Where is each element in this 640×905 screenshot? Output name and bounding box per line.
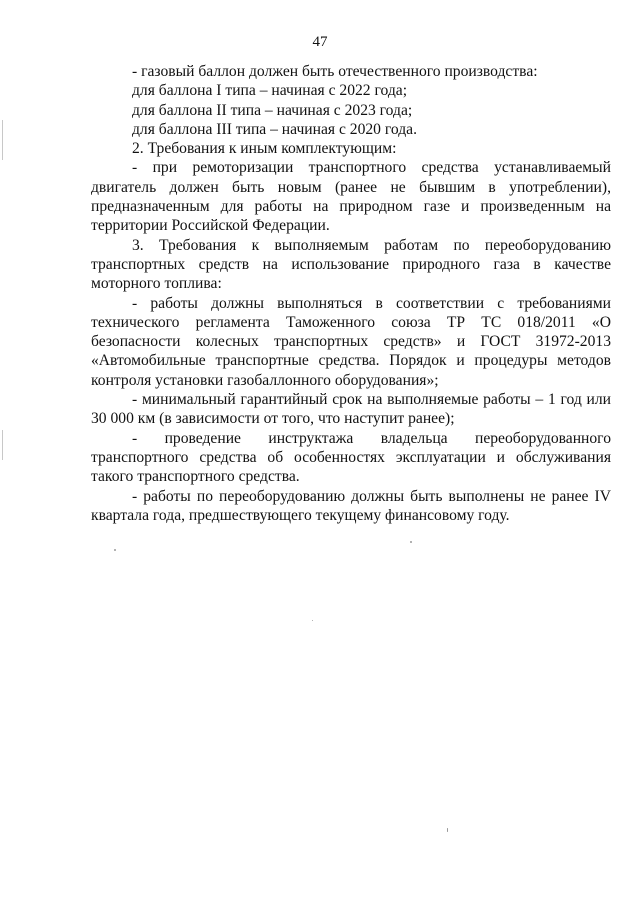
- paragraph-regulation-compliance: - работы должны выполняться в соответствии с требованиями технического регламента Таможенного союза ТР ТС 018/2011 «О безопасности колесных транспортных средств» и ГОСТ 31972-2013 «Автомобильные транспортные средства. Порядок и процедуры методов контроля установки газобаллонного оборудования»;: [91, 294, 611, 389]
- paragraph-work-timing: - работы по переоборудованию должны быть выполнены не ранее IV квартала года, предшествующего текущему финансовому году.: [91, 487, 611, 524]
- paragraph-section-3-heading: 3. Требования к выполняемым работам по переоборудованию транспортных средств на использование природного газа в качестве моторного топлива:: [91, 236, 611, 293]
- scan-edge-mark: [2, 430, 3, 460]
- scan-speck: [312, 620, 313, 621]
- scan-speck: [447, 828, 448, 832]
- paragraph-cylinder-type-1: для баллона I типа – начиная с 2022 года;: [132, 82, 408, 100]
- scan-speck: [410, 541, 412, 543]
- paragraph-gas-cylinder: - газовый баллон должен быть отечественного производства:: [132, 63, 538, 80]
- paragraph-section-2-heading: 2. Требования к иным комплектующим:: [132, 140, 397, 158]
- paragraph-instruction: - проведение инструктажа владельца переоборудованного транспортного средства об особенностях эксплуатации и обслуживания такого транспортного средства.: [91, 429, 611, 486]
- paragraph-remotorization: - при ремоторизации транспортного средства устанавливаемый двигатель должен быть новым (ранее не бывшим в употреблении), предназначенным для работы на природном газе и произведенным на территории Российской Федерации.: [91, 159, 611, 235]
- paragraph-warranty: - минимальный гарантийный срок на выполняемые работы – 1 год или 30 000 км (в зависимости от того, что наступит ранее);: [91, 391, 611, 428]
- scan-edge-mark: [2, 120, 3, 160]
- document-body: [91, 62, 611, 525]
- paragraph-cylinder-type-3: для баллона III типа – начиная с 2020 года.: [132, 120, 417, 138]
- paragraph-cylinder-type-2: для баллона II типа – начиная с 2023 года;: [132, 101, 413, 119]
- scan-speck: [114, 549, 116, 551]
- page-number: 47: [312, 34, 328, 50]
